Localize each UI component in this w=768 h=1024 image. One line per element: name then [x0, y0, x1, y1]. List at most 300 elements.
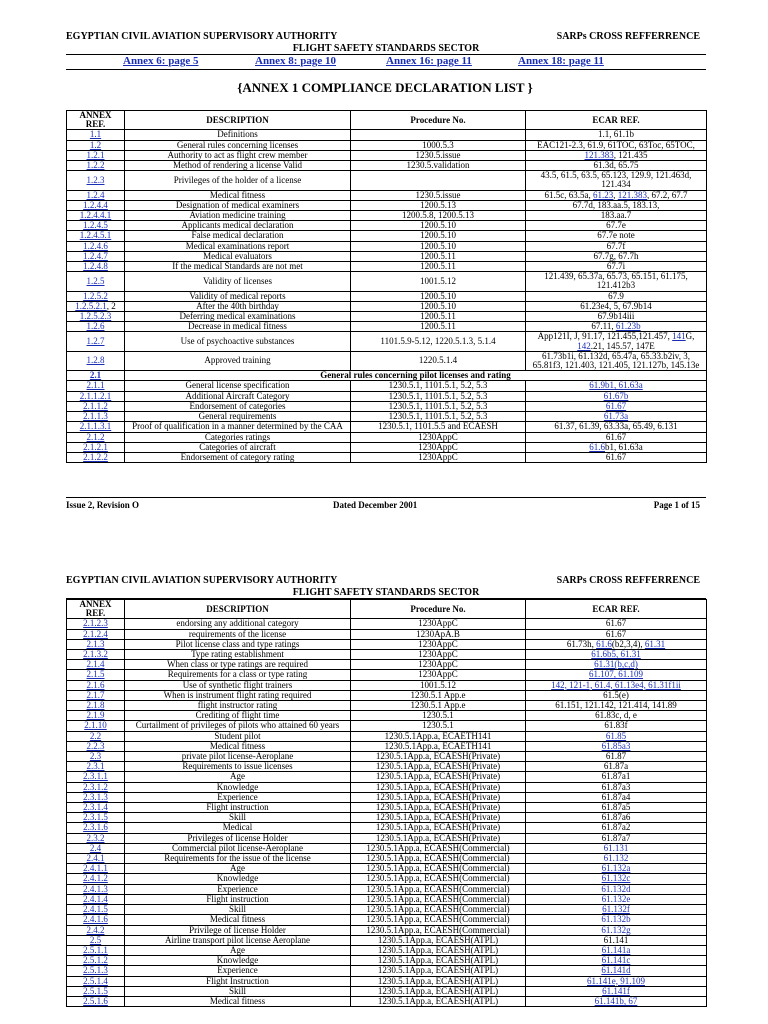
procedure-no-cell: 1200.5.8, 1200.5.13 [351, 211, 526, 221]
ecar-ref-text: 67.7e [606, 220, 626, 231]
description-cell: Privileges of the holder of a license [125, 171, 351, 190]
annex-ref-link[interactable]: 2.4.2 [86, 925, 105, 935]
annex-ref-link[interactable]: 2.1.8 [86, 700, 105, 711]
ecar-ref-cell [526, 966, 707, 976]
ecar-ref-link[interactable]: 61.141d [601, 965, 631, 976]
procedure-no-cell: 1200.5.10 [351, 241, 526, 251]
annex-ref-cell [67, 241, 125, 251]
annex-ref-cell [67, 171, 125, 190]
col-procedure-no: Procedure No. [351, 111, 526, 130]
procedure-no-cell: 1200.5.11 [351, 312, 526, 322]
table-row [67, 996, 707, 1006]
procedure-no-cell: 1230AppC [351, 442, 526, 452]
annex-ref-cell [67, 833, 125, 843]
annex-ref-cell [67, 639, 125, 649]
page1-sector-name: FLIGHT SAFETY STANDARDS SECTOR [292, 43, 480, 54]
procedure-no-cell: 1200.5.10 [351, 231, 526, 241]
ecar-ref-cell [526, 782, 707, 792]
procedure-no-cell: 1230AppC [351, 650, 526, 660]
procedure-no-cell: 1230.5.1App.a, ECAESH(Private) [351, 782, 526, 792]
ecar-ref-link[interactable]: 61.73a [603, 411, 629, 422]
annex-ref-link[interactable]: 1.2.2 [86, 160, 105, 171]
ecar-ref-cell [526, 381, 707, 391]
annex-ref-link[interactable]: 1.2.4.4.1 [79, 210, 112, 221]
ecar-ref-link[interactable]: 61.141e, 91.109 [587, 976, 645, 986]
ecar-ref-cell [526, 130, 707, 140]
procedure-no-cell: 1230.5.1App.a, ECAESH(Commercial) [351, 843, 526, 853]
annex-ref-cell [67, 272, 125, 291]
footer-page-number: Page 1 of 15 [653, 500, 700, 510]
description-cell: Crediting of flight time [125, 711, 351, 721]
procedure-no-cell: 1230.5.1App.a, ECAESH(Commercial) [351, 894, 526, 904]
compliance-table-page2 [66, 599, 707, 1007]
description-cell: Endorsement of categories [125, 401, 351, 411]
table-row [67, 925, 707, 935]
annex-ref-cell [67, 401, 125, 411]
ecar-ref-cell [526, 956, 707, 966]
annex-ref-cell [67, 200, 125, 210]
ecar-ref-link[interactable]: 61.31(b,c,d) [594, 659, 638, 670]
table-row [67, 650, 707, 660]
ecar-ref-cell [526, 452, 707, 462]
table-row [67, 221, 707, 231]
procedure-no-cell: 1230.5.1 [351, 711, 526, 721]
procedure-no-cell: 1230.5.1App.a, ECAESH(Commercial) [351, 854, 526, 864]
annex-ref-link[interactable]: 2.1.2.4 [83, 629, 108, 639]
table-row [67, 792, 707, 802]
annex-18-link[interactable]: Annex 18: page 11 [518, 55, 604, 67]
page2-org-name: EGYPTIAN CIVIL AVIATION SUPERVISORY AUTHORITY [66, 575, 338, 586]
annex-ref-cell [67, 701, 125, 711]
description-cell: Medical examinations report [125, 241, 351, 251]
col-annex-ref: ANNEX REF. [67, 111, 125, 130]
ecar-ref-link[interactable]: 121.383 [617, 190, 647, 200]
ecar-ref-cell [526, 301, 707, 311]
ecar-ref-text: 61.5(e) [603, 690, 629, 700]
ecar-ref-cell [526, 864, 707, 874]
table-row [67, 660, 707, 670]
annex-ref-link[interactable]: 1.2.7 [86, 336, 105, 347]
annex-ref-cell [67, 874, 125, 884]
annex-ref-link[interactable]: 1.2.6 [86, 321, 105, 332]
annex-ref-link[interactable]: 2.4.1.3 [83, 884, 108, 894]
description-cell: Flight Instruction [125, 976, 351, 986]
description-cell: Categories ratings [125, 432, 351, 442]
annex-ref-link[interactable]: 2.4.1.6 [83, 914, 108, 925]
annex-ref-link[interactable]: 2.3.1.6 [83, 822, 108, 833]
annex-ref-cell [67, 956, 125, 966]
table-row [67, 401, 707, 411]
annex-ref-link[interactable]: 1.2.4.6 [83, 241, 108, 251]
annex-16-link[interactable]: Annex 16: page 11 [386, 55, 472, 67]
annex-ref-link[interactable]: 2.4 [89, 843, 102, 853]
ecar-ref-cell [526, 945, 707, 955]
description-cell: Decrease in medical fitness [125, 322, 351, 332]
ecar-ref-text: 61.132g [601, 925, 631, 935]
procedure-no-cell: 1101.5.9-5.12, 1220.5.1.3, 5.1.4 [351, 332, 526, 351]
table-row [67, 351, 707, 370]
ecar-ref-link[interactable]: 61.132a [601, 863, 631, 874]
annex-ref-link[interactable]: 2.4.1.1 [83, 863, 108, 874]
procedure-no-cell: 1230.5.validation [351, 161, 526, 171]
ecar-ref-text: 67.7e note [597, 230, 635, 241]
description-cell: Experience [125, 792, 351, 802]
ecar-ref-link[interactable]: 61.85a3 [601, 741, 631, 751]
annex-ref-link[interactable]: 2.5 [89, 935, 102, 945]
table-row [67, 843, 707, 853]
ecar-ref-cell [526, 351, 707, 370]
ecar-ref-text: 61.87a3 [601, 782, 631, 792]
annex-ref-link[interactable]: 2.4.1 [86, 853, 105, 864]
ecar-ref-cell [526, 391, 707, 401]
annex-ref-link[interactable]: 2.1.3.2 [83, 649, 108, 660]
annex-ref-link[interactable]: 1.2.5.2.3 [79, 311, 112, 322]
table-row [67, 680, 707, 690]
ecar-ref-cell [526, 401, 707, 411]
ecar-ref-cell [526, 322, 707, 332]
annex-ref-link[interactable]: 2.1.2 [86, 432, 105, 442]
procedure-no-cell: 1230.5.1App.a, ECAESH(Commercial) [351, 864, 526, 874]
table-row [67, 442, 707, 452]
annex-ref-link[interactable]: 2.3.1 [86, 761, 105, 772]
table-row [67, 874, 707, 884]
ecar-ref-link[interactable]: 61.141c [601, 955, 631, 966]
annex-ref-link[interactable]: 1.2.4.7 [83, 251, 108, 261]
procedure-no-cell: 1220.5.1.4 [351, 351, 526, 370]
annex-ref-link[interactable]: 2.1.3 [86, 639, 105, 649]
annex-ref-link[interactable]: 2.3.1.3 [83, 792, 108, 802]
ecar-ref-link[interactable]: 61.67b [603, 391, 629, 401]
annex-ref-link[interactable]: 2.1.5 [86, 669, 105, 680]
annex-ref-link[interactable]: 2.5.1.4 [83, 976, 108, 986]
procedure-no-cell: 1001.5.12 [351, 272, 526, 291]
annex-ref-cell [67, 772, 125, 782]
annex-ref-link[interactable]: 2.1.2.1 [83, 442, 108, 452]
page1-links-rule [66, 69, 706, 70]
annex-6-link[interactable]: Annex 6: page 5 [123, 55, 199, 67]
ecar-ref-text: 61.132 [603, 853, 629, 864]
description-cell: flight instructor rating [125, 701, 351, 711]
annex-ref-link[interactable]: 2.5.1.1 [83, 945, 108, 955]
annex-ref-link[interactable]: 2.2.3 [86, 741, 105, 751]
annex-ref-link[interactable]: 2.1.1.3.1 [79, 421, 112, 432]
description-cell: endorsing any additional category [125, 619, 351, 629]
ecar-ref-cell [526, 701, 707, 711]
annex-ref-cell [67, 670, 125, 680]
description-cell: When class or type ratings are required [125, 660, 351, 670]
ecar-ref-cell [526, 813, 707, 823]
annex-ref-cell [67, 925, 125, 935]
ecar-ref-cell [526, 619, 707, 629]
ecar-ref-cell [526, 915, 707, 925]
annex-ref-cell [67, 945, 125, 955]
annex-ref-link[interactable]: 2.1.10 [84, 720, 107, 731]
ecar-ref-link[interactable]: 61.23b [615, 321, 641, 332]
description-cell: Age [125, 945, 351, 955]
description-cell: General license specification [125, 381, 351, 391]
annex-ref-cell [67, 894, 125, 904]
annex-ref-cell [67, 996, 125, 1006]
annex-ref-link[interactable]: 2.5.1.6 [83, 996, 108, 1006]
annex-ref-cell [67, 262, 125, 272]
ecar-ref-cell [526, 833, 707, 843]
annex-ref-cell [67, 381, 125, 391]
procedure-no-cell: 1230.5.1App.a, ECAESH(Commercial) [351, 925, 526, 935]
annex-ref-cell [67, 231, 125, 241]
ecar-ref-cell [526, 874, 707, 884]
procedure-no-cell: 1230.5.1App.a, ECAESH(Private) [351, 803, 526, 813]
description-cell: After the 40th birthday [125, 301, 351, 311]
ecar-ref-link[interactable]: 61.6b5, 61.31 [591, 649, 641, 660]
ecar-ref-cell [526, 721, 707, 731]
description-cell: False medical declaration [125, 231, 351, 241]
ecar-ref-link[interactable]: 61.141b, 67 [594, 996, 638, 1006]
description-cell: Use of synthetic flight trainers [125, 680, 351, 690]
ecar-ref-text: 61.87a2 [601, 822, 631, 833]
annex-ref-link[interactable]: 1.2.4.5 [83, 220, 108, 231]
ecar-ref-cell [526, 211, 707, 221]
annex-ref-cell [67, 619, 125, 629]
footer-issue: Issue 2, Revision O [66, 500, 140, 510]
annex-ref-link[interactable]: 2.1.2.3 [83, 618, 108, 629]
annex-ref-link[interactable]: 1.1 [89, 129, 102, 140]
page1-org-name: EGYPTIAN CIVIL AVIATION SUPERVISORY AUTHORITY [66, 31, 338, 42]
table-row [67, 711, 707, 721]
ecar-ref-cell [526, 639, 707, 649]
annex-ref-link[interactable]: 2.3.2 [86, 833, 105, 843]
description-cell: Medical fitness [125, 190, 351, 200]
ecar-ref-text: 67.7g, 67.7h [593, 251, 639, 261]
annex-ref-cell [67, 221, 125, 231]
col-description: DESCRIPTION [125, 600, 351, 619]
annex-ref-cell [67, 905, 125, 915]
table-row [67, 915, 707, 925]
annex-ref-cell [67, 711, 125, 721]
procedure-no-cell: 1230AppC [351, 619, 526, 629]
table-row [67, 371, 707, 381]
ecar-ref-link[interactable]: 61.31 [644, 639, 666, 649]
ecar-ref-link[interactable]: 142, 121-1, 61.4, 61.13e4, 61.31f1ii [551, 680, 681, 690]
page2-sector-name: FLIGHT SAFETY STANDARDS SECTOR [292, 587, 480, 598]
procedure-no-cell: 1230.5.1App.a, ECAESH(Private) [351, 823, 526, 833]
description-cell: Categories of aircraft [125, 442, 351, 452]
ecar-ref-text: 61.5c, 63.5a, [544, 190, 593, 200]
annex-ref-cell [67, 301, 125, 311]
description-cell: Medical [125, 823, 351, 833]
table-row [67, 986, 707, 996]
annex-ref-link[interactable]: 2.2 [89, 731, 102, 741]
description-cell: Requirements for a class or type rating [125, 670, 351, 680]
ecar-ref-link[interactable]: 61.9b1, 61.63a [589, 380, 643, 391]
procedure-no-cell: 1230.5.1, 1101.5.1, 5.2, 5.3 [351, 381, 526, 391]
description-cell: Definitions [125, 130, 351, 140]
ecar-ref-text: 61.151, 121.142, 121.414, 141.89 [555, 700, 677, 711]
annex-ref-link[interactable]: 2.3.1.4 [83, 802, 108, 813]
ecar-ref-cell [526, 251, 707, 261]
annex-ref-link[interactable]: 2.1.4 [86, 659, 105, 670]
ecar-ref-cell [526, 741, 707, 751]
table-row [67, 140, 707, 150]
procedure-no-cell: 1001.5.12 [351, 680, 526, 690]
description-cell: requirements of the license [125, 629, 351, 639]
ecar-ref-link[interactable]: 61.6 [589, 442, 605, 452]
procedure-no-cell: 1230.5.1App.a, ECAESH(Private) [351, 752, 526, 762]
annex-ref-link[interactable]: 2.3.1.1 [83, 771, 108, 782]
procedure-no-cell: 1230.5.1App.a, ECAESH(Private) [351, 813, 526, 823]
table-row [67, 422, 707, 432]
description-cell: Flight instruction [125, 803, 351, 813]
annex-ref-link[interactable]: 1.2.5 [86, 275, 105, 286]
ecar-ref-link[interactable]: 61.85 [605, 731, 627, 741]
ecar-ref-link[interactable]: 121.383 [584, 150, 614, 160]
table-row [67, 291, 707, 301]
ecar-ref-link[interactable]: 61.132f [602, 904, 630, 915]
procedure-no-cell: 1230.5.1, 1101.5.1, 5.2, 5.3 [351, 412, 526, 422]
ecar-ref-text: 61.73b1i, 61.132d, 65.47a, 65.33.b2iv, 3, 65.81f3, 121.403, 121.405, 121.127b, 145.13e [532, 351, 700, 371]
annex-ref-link[interactable]: 2.5.1.5 [83, 986, 108, 996]
ecar-ref-link[interactable]: 61.23 [593, 190, 614, 200]
description-cell: Medical fitness [125, 996, 351, 1006]
ecar-ref-cell [526, 711, 707, 721]
annex-ref-link[interactable]: 1.2.4.8 [83, 261, 108, 272]
annex-ref-cell [67, 823, 125, 833]
annex-ref-link[interactable]: 1.2.8 [86, 355, 105, 366]
table-row [67, 813, 707, 823]
description-cell: General requirements [125, 412, 351, 422]
ecar-ref-cell [526, 803, 707, 813]
annex-ref-link[interactable]: 1.2.5.2 [83, 291, 108, 301]
annex-ref-link[interactable]: 2.1.1 [86, 380, 105, 391]
annex-ref-link[interactable]: 1.2 [89, 140, 102, 150]
annex-ref-cell [67, 660, 125, 670]
annex-ref-cell [67, 422, 125, 432]
annex-ref-link[interactable]: 2.3 [89, 751, 102, 762]
description-cell: Method of rendering a license Valid [125, 161, 351, 171]
ecar-ref-text: App121I, J, 91.17, 121.455,121.457, [537, 331, 673, 342]
page-title: {ANNEX 1 COMPLIANCE DECLARATION LIST } [237, 80, 533, 95]
annex-ref-cell [67, 752, 125, 762]
annex-ref-link[interactable]: 1.2.4.5.1 [79, 230, 112, 241]
annex-ref-suffix: , 2 [106, 301, 116, 311]
annex-ref-link[interactable]: 1.2.1 [86, 150, 105, 160]
ecar-ref-link[interactable]: 61.141f [602, 986, 630, 996]
description-cell: Medical fitness [125, 741, 351, 751]
annex-ref-cell [67, 864, 125, 874]
annex-ref-link[interactable]: 2.4.1.2 [83, 873, 108, 884]
annex-ref-link[interactable]: 2.3.1.2 [83, 782, 108, 792]
table-row [67, 762, 707, 772]
annex-ref-cell [67, 813, 125, 823]
ecar-ref-link[interactable]: 61.6 [596, 639, 612, 649]
annex-ref-link[interactable]: 1.2.5.2.1 [75, 301, 107, 311]
ecar-ref-text: 61.87a4 [601, 792, 631, 802]
procedure-no-cell: 1230.5.1App.a, ECAESH(Commercial) [351, 874, 526, 884]
annex-ref-link[interactable]: 2.3.1.5 [83, 812, 108, 823]
ecar-ref-link[interactable]: 61.67 [605, 401, 627, 411]
ecar-ref-link[interactable]: 141 [672, 331, 686, 342]
page1-footer-rule [66, 497, 706, 498]
description-cell: Validity of licenses [125, 272, 351, 291]
table-row [67, 894, 707, 904]
ecar-ref-link[interactable]: 142 [577, 340, 591, 351]
footer-date: Dated December 2001 [333, 500, 418, 510]
ecar-ref-cell [526, 272, 707, 291]
table-row [67, 629, 707, 639]
ecar-ref-cell [526, 660, 707, 670]
annex-ref-cell [67, 762, 125, 772]
annex-ref-link[interactable]: 2.1.6 [86, 680, 105, 690]
procedure-no-cell: 1230.5.issue [351, 150, 526, 160]
description-cell: Type rating establishment [125, 650, 351, 660]
annex-ref-link[interactable]: 1.2.3 [86, 174, 105, 185]
procedure-no-cell: 1230.5.1App.a, ECAESH(Commercial) [351, 884, 526, 894]
ecar-ref-link[interactable]: 61.107, 61.109 [589, 669, 643, 680]
ecar-ref-text: 61.132e [601, 894, 631, 904]
table-row [67, 935, 707, 945]
annex-ref-link[interactable]: 1.2.4 [86, 190, 105, 200]
annex-8-link[interactable]: Annex 8: page 10 [255, 55, 336, 67]
annex-ref-link[interactable]: 2.5.1.2 [83, 955, 108, 966]
ecar-ref-link[interactable]: 61.132c [601, 873, 631, 884]
table-row [67, 150, 707, 160]
ecar-ref-text: 61.132d [601, 884, 631, 894]
annex-ref-link[interactable]: 2.4.1.4 [83, 894, 108, 904]
annex-ref-link[interactable]: 2.1.7 [86, 690, 105, 700]
table-header-row [67, 111, 707, 130]
table-row [67, 966, 707, 976]
ecar-ref-cell [526, 731, 707, 741]
description-cell: If the medical Standards are not met [125, 262, 351, 272]
annex-ref-cell [67, 843, 125, 853]
description-cell: Requirements to issue licenses [125, 762, 351, 772]
table-row [67, 670, 707, 680]
table-header-row [67, 600, 707, 619]
ecar-ref-cell [526, 976, 707, 986]
ecar-ref-text: (b2,3,4), [611, 639, 645, 649]
ecar-ref-cell [526, 680, 707, 690]
annex-ref-link[interactable]: 2.1 [89, 370, 102, 381]
description-cell: Endorsement of category rating [125, 452, 351, 462]
ecar-ref-text: 61.67 [605, 629, 627, 639]
annex-ref-link[interactable]: 2.5.1.3 [83, 965, 108, 976]
ecar-ref-text: 61.141 [603, 935, 629, 945]
annex-ref-link[interactable]: 2.1.1.2 [83, 401, 108, 411]
col-ecar-ref: ECAR REF. [526, 600, 707, 619]
ecar-ref-cell [526, 200, 707, 210]
annex-ref-cell [67, 680, 125, 690]
annex-ref-link[interactable]: 2.1.2.2 [83, 452, 108, 462]
description-cell: Aviation medicine training [125, 211, 351, 221]
ecar-ref-cell [526, 312, 707, 322]
annex-ref-cell [67, 351, 125, 370]
table-row [67, 945, 707, 955]
annex-ref-link[interactable]: 1.2.4.4 [83, 200, 108, 210]
annex-ref-link[interactable]: 2.4.1.5 [83, 904, 108, 915]
annex-ref-link[interactable]: 2.1.9 [86, 710, 105, 721]
annex-ref-cell [67, 211, 125, 221]
description-cell: Knowledge [125, 956, 351, 966]
annex-ref-link[interactable]: 2.1.1.3 [83, 411, 108, 422]
table-row [67, 452, 707, 462]
table-row [67, 251, 707, 261]
ecar-ref-link[interactable]: 61.141a [601, 945, 631, 955]
ecar-ref-cell [526, 823, 707, 833]
table-row [67, 332, 707, 351]
ecar-ref-text: b1, 61.63a [605, 442, 643, 452]
ecar-ref-text: 1.1, 61.1b [598, 129, 634, 140]
table-row [67, 772, 707, 782]
annex-ref-link[interactable]: 2.1.1.2.1 [79, 391, 112, 401]
